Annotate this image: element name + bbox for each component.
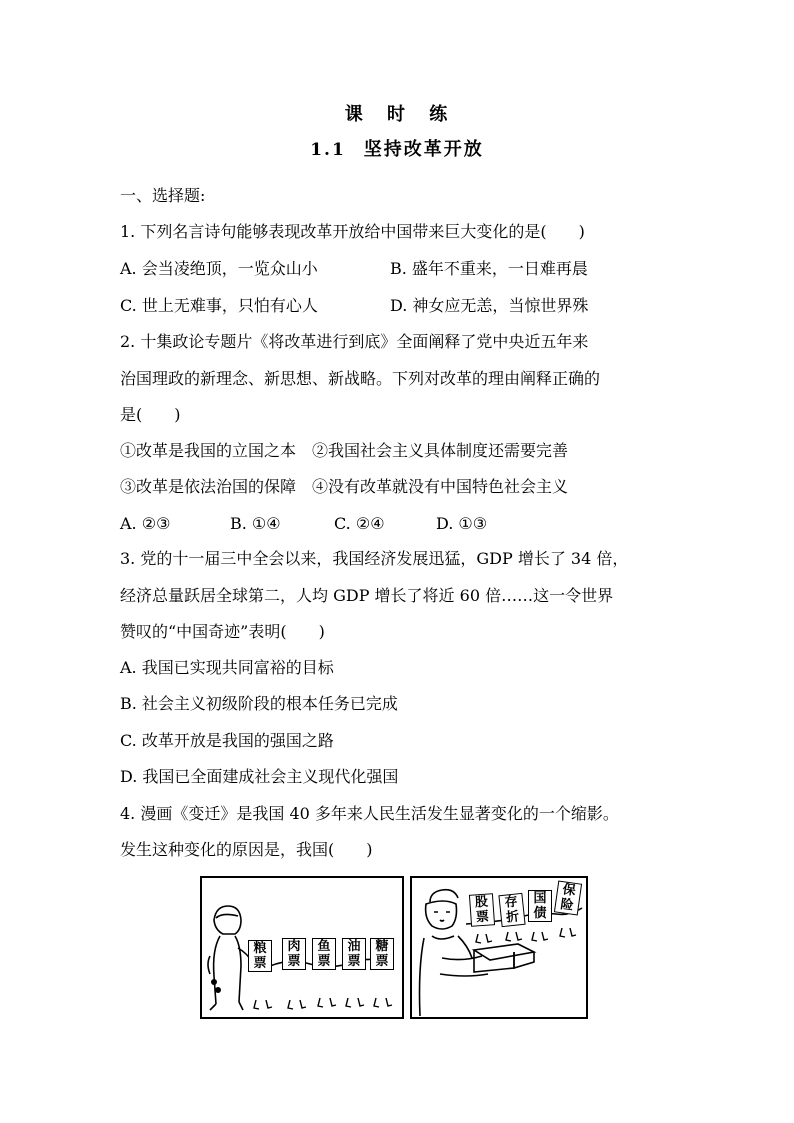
ticket-treasury-bonds (528, 890, 552, 922)
ticket-insurance-char-1: 保 (561, 882, 577, 899)
ticket-stocks-char-1: 股 (474, 894, 489, 911)
q2-option-b: B. ①④ (230, 514, 281, 533)
page-title: 课 时 练 (344, 104, 450, 125)
section-heading (0, 135, 794, 161)
q3-option-a: A. 我国已实现共同富裕的目标 (120, 658, 334, 677)
ticket-bonds-char-1: 国 (533, 891, 547, 906)
ticket-fish-char-1: 鱼 (317, 939, 331, 954)
ticket-fish (312, 938, 336, 970)
q2-stem-line-1: 2. 十集政论专题片《将改革进行到底》全面阐释了党中央近五年来 (120, 332, 589, 351)
q2-stem-line-3: 是( ) (120, 405, 181, 424)
q2-option-d: D. ①③ (436, 514, 488, 533)
ticket-grain-char-2: 票 (253, 956, 267, 971)
ticket-meat (282, 938, 306, 970)
q2-statements-3-4: ③改革是依法治国的保障 ④没有改革就没有中国特色社会主义 (120, 477, 569, 496)
q2-option-a: A. ②③ (120, 514, 171, 533)
q3-stem-line-3: 赞叹的“中国奇迹”表明( ) (120, 622, 325, 641)
q3-option-b: B. 社会主义初级阶段的根本任务已完成 (120, 694, 398, 713)
ticket-stocks (469, 893, 495, 927)
ticket-sugar (370, 938, 394, 970)
ticket-oil-char-1: 油 (347, 939, 361, 954)
q1-option-c: C. 世上无难事，只怕有心人 (120, 296, 318, 315)
ticket-insurance-char-2: 险 (559, 897, 575, 914)
q1-option-b: B. 盛年不重来，一日难再晨 (390, 259, 588, 278)
section-title: 坚持改革开放 (363, 139, 484, 160)
q2-option-c: C. ②④ (334, 514, 385, 533)
ticket-meat-char-2: 票 (287, 954, 301, 969)
q2-stem-line-2: 治国理政的新理念、新思想、新战略。下列对改革的理由阐释正确的 (120, 369, 601, 388)
q1-options-row-1 (120, 259, 588, 279)
ticket-deposit-book (498, 893, 525, 927)
q2-statements-1-2: ①改革是我国的立国之本 ②我国社会主义具体制度还需要完善 (120, 441, 569, 460)
comic-panel-before (200, 876, 404, 1019)
q4-stem-line-1: 4. 漫画《变迁》是我国 40 多年来人民生活发生显著变化的一个缩影。 (120, 804, 619, 823)
q1-stem: 1. 下列名言诗句能够表现改革开放给中国带来巨大变化的是( ) (120, 222, 585, 241)
q3-option-d: D. 我国已全面建成社会主义现代化强国 (120, 767, 399, 786)
section-number: 1.1 (310, 140, 346, 160)
ticket-stocks-char-2: 票 (475, 909, 490, 926)
ticket-oil-char-2: 票 (347, 954, 361, 969)
q3-stem-line-1: 3. 党的十一届三中全会以来，我国经济发展迅猛，GDP 增长了 34 倍， (120, 549, 629, 568)
ticket-insurance (554, 880, 582, 915)
ticket-deposit-char-2: 折 (505, 909, 521, 926)
ticket-deposit-char-1: 存 (503, 894, 519, 911)
q1-option-a: A. 会当凌绝顶，一览众山小 (120, 259, 318, 278)
q4-stem-line-2: 发生这种变化的原因是，我国( ) (120, 840, 373, 859)
ticket-fish-char-2: 票 (317, 954, 331, 969)
q2-options (120, 514, 487, 534)
ticket-grain (248, 940, 272, 972)
q1-options-row-2 (120, 296, 588, 316)
q3-stem-line-2: 经济总量跃居全球第二，人均 GDP 增长了将近 60 倍……这一令世界 (120, 586, 614, 605)
ticket-sugar-char-2: 票 (375, 954, 389, 969)
question-type-label: 一、选择题: (120, 186, 206, 205)
ticket-sugar-char-1: 糖 (375, 939, 389, 954)
ticket-grain-char-1: 粮 (253, 941, 267, 956)
ticket-oil (342, 938, 366, 970)
ticket-meat-char-1: 肉 (287, 939, 301, 954)
q3-option-c: C. 改革开放是我国的强国之路 (120, 731, 334, 750)
ticket-bonds-char-2: 债 (533, 906, 547, 921)
q1-option-d: D. 神女应无恙，当惊世界殊 (390, 296, 589, 315)
comic-panel-after (410, 876, 588, 1019)
